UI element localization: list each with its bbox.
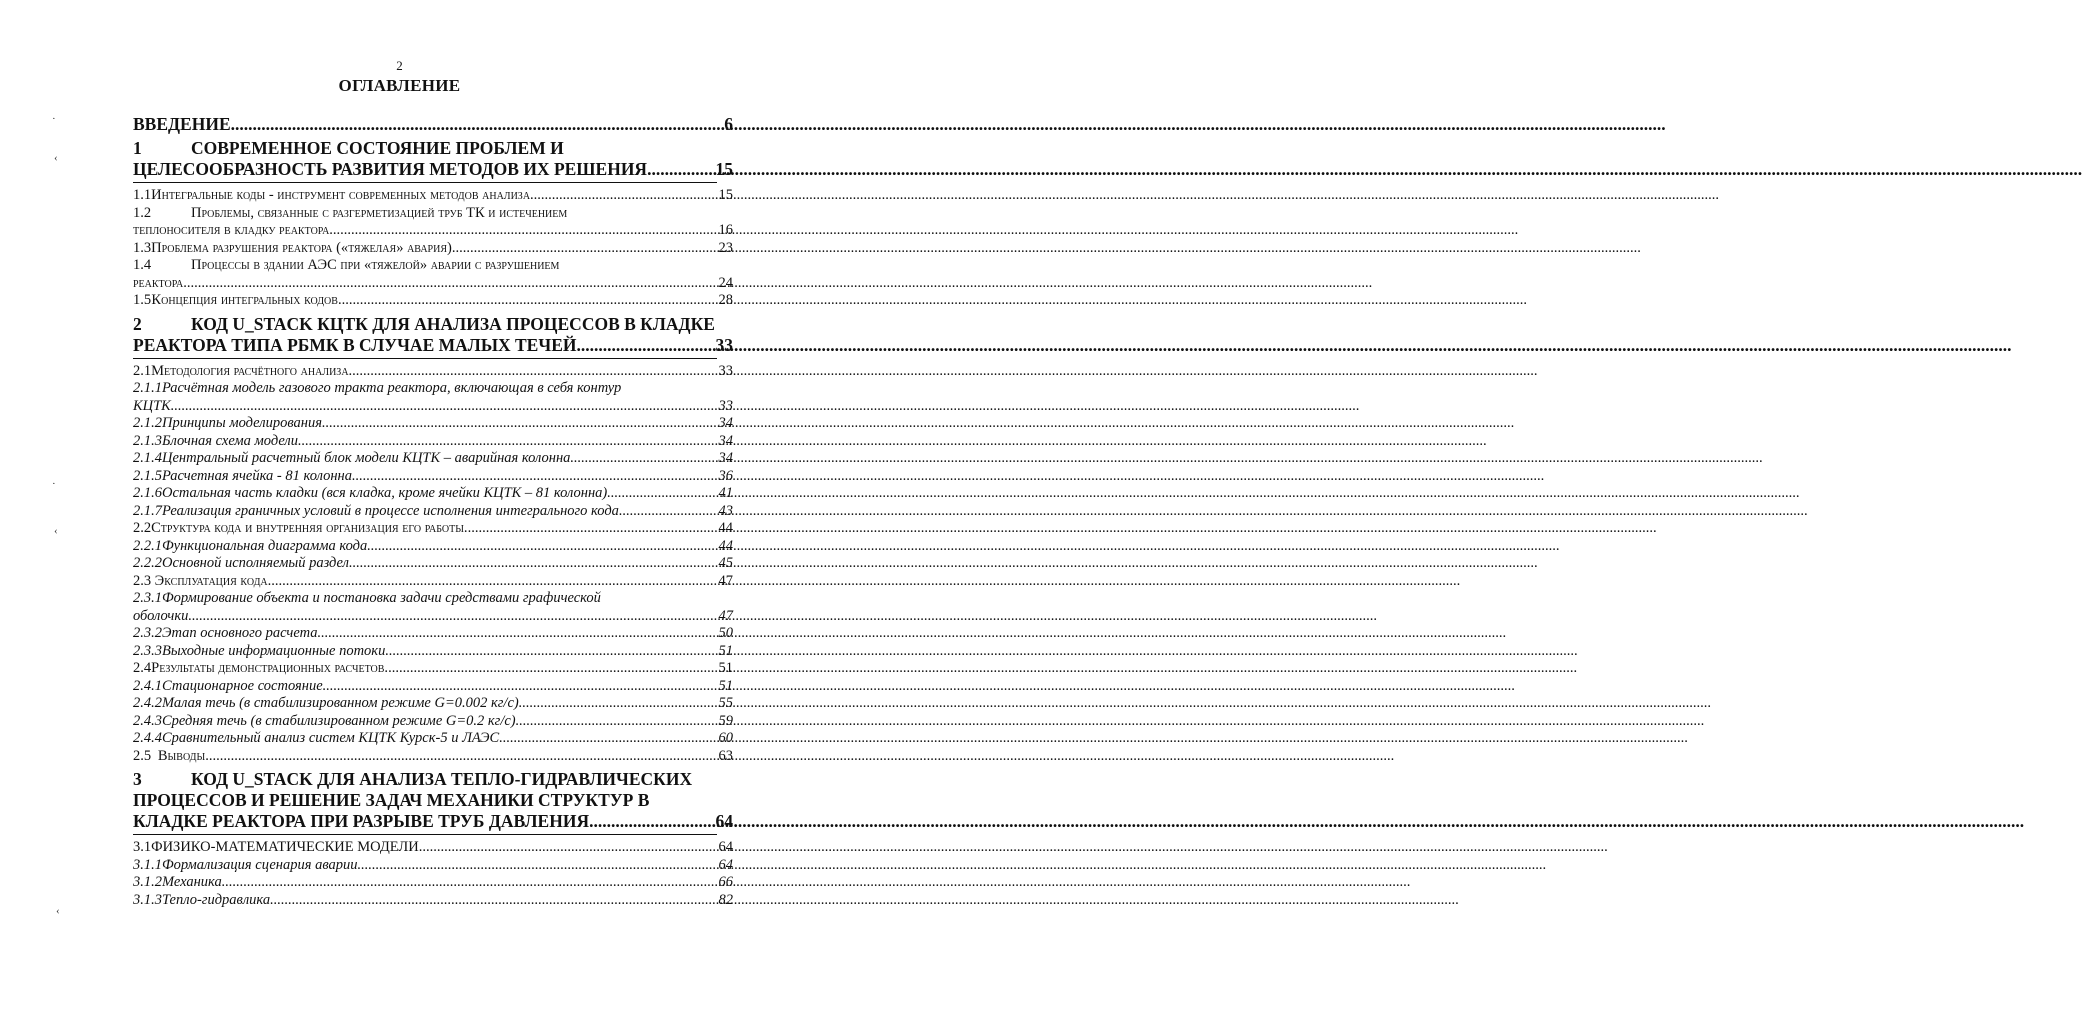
toc-entry-text: оболочки xyxy=(133,607,189,624)
toc-entry-text: Функциональная диаграмма кода. xyxy=(162,537,371,554)
toc-entry-page: 28 xyxy=(718,292,733,308)
toc-chapter[interactable] xyxy=(133,314,733,356)
toc-entry-page: 55 xyxy=(718,695,733,711)
toc-entry-text: Концепция интегральных кодов xyxy=(151,292,338,308)
toc-entry-page: 34 xyxy=(718,432,733,449)
toc-entry-number: 2.1.4 xyxy=(133,450,162,466)
toc-subsection[interactable] xyxy=(133,538,733,556)
toc-entry-text: Проблема разрушения реактора («тяжелая» авария) xyxy=(151,239,452,256)
toc-entry-number: 1.1 xyxy=(133,187,152,203)
toc-entry-text: Результаты демонстрационных расчетов. xyxy=(151,660,389,676)
scan-mark: · xyxy=(52,113,56,125)
toc-entry-number: 2.4.3 xyxy=(133,712,162,729)
toc-entry-number: 3.1.3 xyxy=(133,891,162,908)
scan-mark: ‹ xyxy=(56,905,60,917)
toc-entry-page: 44 xyxy=(718,520,733,536)
toc-section[interactable] xyxy=(133,748,733,766)
toc-entry-text: Малая течь (в стабилизированном режиме G=0.002 кг/с). xyxy=(162,695,523,711)
toc-subsection[interactable] xyxy=(133,503,733,521)
toc-entry-page: 59 xyxy=(718,712,733,729)
toc-subsection[interactable] xyxy=(133,415,733,433)
toc-entry-text: Принципы моделирования. xyxy=(162,415,326,431)
toc-subsection[interactable] xyxy=(133,678,733,696)
toc-entry-page: 33 xyxy=(718,397,733,414)
toc-entry-number: 2.4 xyxy=(133,660,152,676)
toc-entry-text: Центральный расчетный блок модели КЦТК – аварийная колонна. xyxy=(162,450,575,466)
toc-entry-number: 2.4.4 xyxy=(133,730,162,746)
toc-entry-text: Тепло-гидравлика xyxy=(162,891,271,908)
toc-entry-page: 51 xyxy=(718,642,733,659)
toc-entry-text: ФИЗИКО-МАТЕМАТИЧЕСКИЕ МОДЕЛИ xyxy=(151,839,419,855)
toc-subsection[interactable] xyxy=(133,874,733,892)
toc-intro-page: 6 xyxy=(724,114,733,134)
toc-entry-number: 2.5 xyxy=(133,747,152,764)
scan-mark: ‹ xyxy=(54,152,58,164)
toc-entry-text: Формирование объекта и постановка задачи средствами графической xyxy=(162,590,601,606)
toc-entry-number: 2.2.2 xyxy=(133,555,162,571)
toc-entry-number: 2.4.1 xyxy=(133,677,162,694)
toc-subsection[interactable] xyxy=(133,380,733,415)
toc-entry-text: Расчётная модель газового тракта реактора, включающая в себя контур xyxy=(162,380,622,396)
toc-entry-number: 2.2 xyxy=(133,520,152,536)
toc-subsection[interactable] xyxy=(133,485,733,503)
toc-entry-number: 2.2.1 xyxy=(133,537,162,554)
toc-entry-text: Основной исполняемый раздел xyxy=(162,555,349,571)
toc-section[interactable] xyxy=(133,205,733,240)
toc-entry-text: КЦТК xyxy=(133,397,171,414)
toc-entry-page: 34 xyxy=(718,450,733,466)
toc-entry-page: 44 xyxy=(718,537,733,554)
toc-entry-number: 2.1.7 xyxy=(133,502,162,519)
scan-mark: · xyxy=(52,478,56,490)
toc-entry-number: 2.3.3 xyxy=(133,642,162,659)
toc-entry-page: 82 xyxy=(718,891,733,908)
toc-section[interactable] xyxy=(133,839,733,857)
toc-entry-page: 60 xyxy=(718,730,733,746)
toc-chapter-title-line: РЕАКТОРА ТИПА РБМК В СЛУЧАЕ МАЛЫХ ТЕЧЕЙ xyxy=(133,334,577,355)
toc-entry-page: 51 xyxy=(718,660,733,676)
toc-subsection[interactable] xyxy=(133,468,733,486)
toc-entry-number: 1.3 xyxy=(133,239,152,256)
toc-entry-text: Процессы в здании АЭС при «тяжелой» аварии с разрушением xyxy=(191,257,560,273)
toc-entry-page: 45 xyxy=(718,555,733,571)
toc-entry-number: 2.1 xyxy=(133,362,152,379)
toc-subsection[interactable] xyxy=(133,643,733,661)
toc-chapter-title-line: ПРОЦЕССОВ И РЕШЕНИЕ ЗАДАЧ МЕХАНИКИ СТРУКТУР В xyxy=(133,790,650,810)
toc-entry-text: теплоносителя в кладку реактора xyxy=(133,222,330,238)
toc-entry-page: 43 xyxy=(718,502,733,519)
toc-entry-page: 47 xyxy=(718,607,733,624)
toc-chapter-page: 64 xyxy=(715,811,733,831)
toc-chapter-title-line: КОД U_STACK КЦТК ДЛЯ АНАЛИЗА ПРОЦЕССОВ В КЛАДКЕ xyxy=(191,313,715,334)
toc-intro-label: ВВЕДЕНИЕ xyxy=(133,114,231,134)
toc-entry-number: 2.1.5 xyxy=(133,467,162,484)
toc-entry-page: 66 xyxy=(718,874,733,890)
toc-entry-text: Выходные информационные потоки. xyxy=(162,642,389,659)
toc-entry-text: Остальная часть кладки (вся кладка, кроме ячейки КЦТК – 81 колонна). xyxy=(162,485,611,501)
toc-entry-number: 3.1 xyxy=(133,839,152,855)
toc-entry-text: Выводы xyxy=(157,747,206,764)
toc-entry-page: 24 xyxy=(718,274,733,291)
toc-chapter-number: 3 xyxy=(133,769,142,789)
toc-chapter[interactable] xyxy=(133,138,733,180)
toc-entry-page: 34 xyxy=(718,415,733,431)
toc-section[interactable] xyxy=(133,363,733,381)
toc-subsection[interactable] xyxy=(133,730,733,748)
chapter-rule xyxy=(133,358,717,359)
toc-chapter-title-line: КЛАДКЕ РЕАКТОРА ПРИ РАЗРЫВЕ ТРУБ ДАВЛЕНИЯ xyxy=(133,811,590,831)
toc-section[interactable] xyxy=(133,520,733,538)
toc-entry-page: 63 xyxy=(718,747,733,764)
toc-entry-text: Интегральные коды - инструмент современных методов анализа xyxy=(151,187,531,203)
toc-entry-page: 41 xyxy=(718,485,733,501)
toc-entry-text: Методология расчётного анализа xyxy=(151,362,349,379)
toc-entry-number: 1.2 xyxy=(133,204,152,221)
chapter-rule xyxy=(133,182,717,183)
toc-chapter-number: 2 xyxy=(133,313,142,334)
toc-subsection[interactable] xyxy=(133,625,733,643)
toc-subsection[interactable] xyxy=(133,713,733,731)
table-of-contents xyxy=(133,114,733,909)
toc-chapter-number: 1 xyxy=(133,138,142,158)
toc-entry-text: Реализация граничных условий в процессе исполнения интегрального кода xyxy=(162,502,619,519)
toc-entry-page: 36 xyxy=(718,467,733,484)
toc-entry-number: 3.1.1 xyxy=(133,856,162,873)
toc-entry-text: Проблемы, связанные с разгерметизацией труб ТК и истечением xyxy=(191,204,568,221)
scan-mark: ‹ xyxy=(54,525,58,537)
toc-section[interactable] xyxy=(133,187,733,205)
toc-chapter-page: 15 xyxy=(715,159,733,179)
toc-entry-page: 50 xyxy=(718,625,733,641)
toc-entry-text: Блочная схема модели xyxy=(162,432,299,449)
toc-section[interactable] xyxy=(133,660,733,678)
toc-entry-page: 23 xyxy=(718,239,733,256)
toc-entry-text: реактора xyxy=(133,274,184,291)
toc-subsection[interactable] xyxy=(133,555,733,573)
toc-section[interactable] xyxy=(133,573,733,591)
page-title: ОГЛАВЛЕНИЕ xyxy=(338,76,461,95)
toc-subsection[interactable] xyxy=(133,695,733,713)
toc-entry-number: 1.5 xyxy=(133,292,152,308)
toc-entry-number: 2.1.3 xyxy=(133,432,162,449)
toc-section[interactable] xyxy=(133,292,733,310)
toc-intro[interactable] xyxy=(133,114,733,135)
toc-entry-text: Этап основного расчета xyxy=(162,625,318,641)
toc-chapter-title-line: ЦЕЛЕСООБРАЗНОСТЬ РАЗВИТИЯ МЕТОДОВ ИХ РЕШЕНИЯ xyxy=(133,159,648,179)
toc-entry-page: 15 xyxy=(718,187,733,203)
toc-entry-number: 2.3.1 xyxy=(133,590,162,606)
toc-entry-number: 3.1.2 xyxy=(133,874,162,890)
toc-entry-number: 1.4 xyxy=(133,257,152,273)
toc-entry-text: Формализация сценария аварии xyxy=(162,856,358,873)
toc-entry-page: 64 xyxy=(718,856,733,873)
toc-entry-number: 2.1.1 xyxy=(133,380,162,396)
toc-entry-number: 2.3 xyxy=(133,572,152,589)
toc-chapter-title-line: СОВРЕМЕННОЕ СОСТОЯНИЕ ПРОБЛЕМ И xyxy=(191,138,564,158)
toc-entry-page: 47 xyxy=(718,572,733,589)
page-number: 2 xyxy=(396,58,403,73)
toc-subsection[interactable] xyxy=(133,892,733,910)
toc-section[interactable] xyxy=(133,257,733,292)
toc-chapter[interactable] xyxy=(133,769,733,832)
toc-section[interactable] xyxy=(133,240,733,258)
toc-subsection[interactable] xyxy=(133,450,733,468)
toc-subsection[interactable] xyxy=(133,857,733,875)
toc-chapter-page: 33 xyxy=(715,334,733,355)
toc-entry-number: 2.4.2 xyxy=(133,695,162,711)
toc-entry-text: Сравнительный анализ систем КЦТК Курск-5 и ЛАЭС xyxy=(162,730,500,746)
toc-entry-page: 33 xyxy=(718,362,733,379)
toc-entry-number: 2.1.6 xyxy=(133,485,162,501)
toc-entry-text: Стационарное состояние. xyxy=(162,677,327,694)
toc-entry-text: Механика xyxy=(162,874,222,890)
toc-entry-text: Расчетная ячейка - 81 колонна. xyxy=(162,467,356,484)
toc-entry-text: Средняя течь (в стабилизированном режиме G=0.2 кг/с) xyxy=(162,712,516,729)
toc-entry-number: 2.1.2 xyxy=(133,415,162,431)
toc-entry-page: 16 xyxy=(718,222,733,238)
toc-entry-text: Структура кода и внутренняя организация его работы. xyxy=(151,520,468,536)
toc-entry-number: 2.3.2 xyxy=(133,625,162,641)
toc-chapter-title-line: КОД U_STACK ДЛЯ АНАЛИЗА ТЕПЛО-ГИДРАВЛИЧЕСКИХ xyxy=(191,769,693,789)
toc-entry-text: Эксплуатация кода. xyxy=(154,572,272,589)
toc-entry-page: 64 xyxy=(718,839,733,855)
toc-subsection[interactable] xyxy=(133,590,733,625)
chapter-rule xyxy=(133,834,717,835)
toc-subsection[interactable] xyxy=(133,433,733,451)
toc-entry-page: 51 xyxy=(718,677,733,694)
